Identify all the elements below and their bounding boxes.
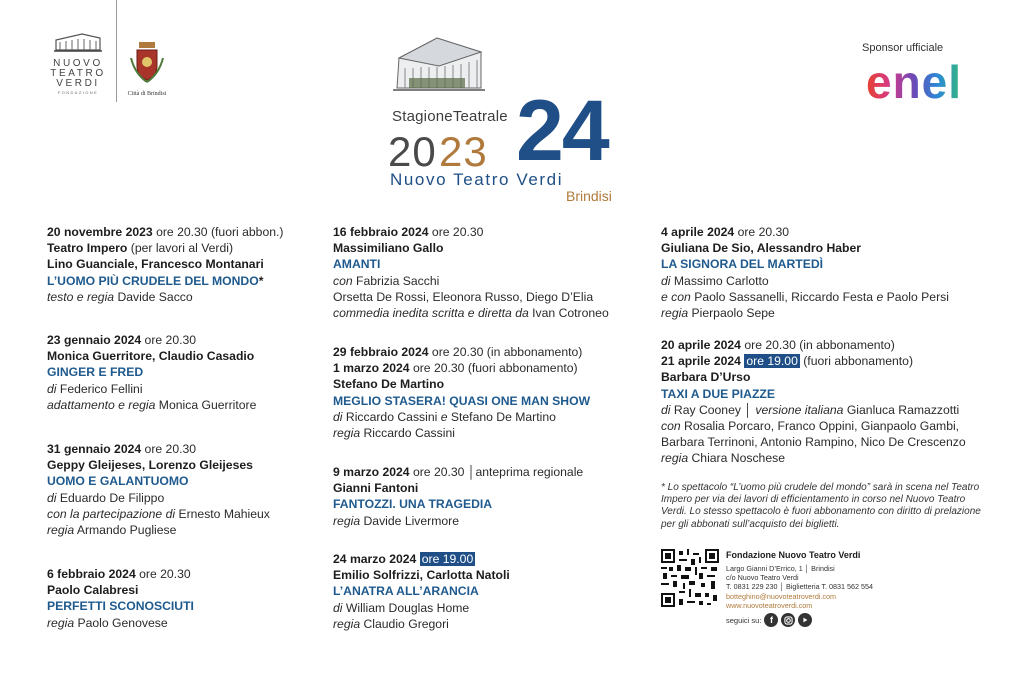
event-time: ore 20.30 xyxy=(135,567,191,581)
event-5 xyxy=(333,224,609,321)
event-date: 31 gennaio 2024 xyxy=(47,442,142,456)
credit-name: Riccardo Cassini xyxy=(342,409,441,424)
event-3 xyxy=(47,441,270,538)
event-cast: Stefano De Martino xyxy=(333,377,445,392)
contact-name: Fondazione Nuovo Teatro Verdi xyxy=(726,550,861,560)
event-9 xyxy=(661,224,949,321)
credit-role: di xyxy=(47,381,57,396)
event-title: PERFETTI SCONOSCIUTI xyxy=(47,599,194,614)
credit-name: Paolo Sassanelli, Riccardo Festa xyxy=(690,289,877,304)
credit-role: regia xyxy=(333,513,361,528)
credit-name: Riccardo Cassini xyxy=(360,426,455,441)
event-title: GINGER E FRED xyxy=(47,365,144,380)
credit-role: con la partecipazione di xyxy=(47,506,176,521)
theatre-building-icon xyxy=(52,30,104,54)
logo-sub: FONDAZIONE xyxy=(57,90,99,95)
credit-name: Armando Pugliese xyxy=(74,523,177,538)
contact-email[interactable]: botteghino@nuovoteatroverdi.com xyxy=(726,591,836,601)
credit-names: Orsetta De Rossi, Eleonora Russo, Diego D’Elia xyxy=(333,289,594,304)
credit-name: Eduardo De Filippo xyxy=(56,490,165,505)
event-4 xyxy=(47,566,194,631)
credit-name: Paolo Persi xyxy=(883,289,949,304)
credit-name: Gianluca Ramazzotti xyxy=(843,402,960,417)
credit-role: di xyxy=(333,600,343,615)
credit-name: Paolo Genovese xyxy=(74,615,168,630)
footnote: * Lo spettacolo “L’uomo più crudele del mondo” sarà in scena nel Teatro Impero per via dei lavori di efficientamento in corso nel Nuovo Teatro Verdi. Lo stesso spettacolo è fuori abbonamento con diritto di prelazione per gli abbonati sull’acquisto dei biglietti. xyxy=(661,482,981,530)
credit-name: Ivan Cotroneo xyxy=(528,306,609,321)
event-cast: Geppy Gleijeses, Lorenzo Gleijeses xyxy=(47,458,253,473)
event-title: L’ANATRA ALL’ARANCIA xyxy=(333,584,479,599)
credit-role: di xyxy=(661,273,671,288)
credit-name: Pierpaolo Sepe xyxy=(688,306,775,321)
event-title: AMANTI xyxy=(333,257,381,272)
season-label: StagioneTeatrale xyxy=(392,108,508,125)
event-2 xyxy=(47,332,256,413)
year-part-2: 23 xyxy=(439,128,488,175)
event-time: ore 20.30 xyxy=(141,442,197,456)
credit-role: regia xyxy=(333,426,361,441)
sponsor-logo xyxy=(866,56,962,108)
instagram-icon[interactable] xyxy=(781,613,795,627)
event-venue-note: (per lavori al Verdi) xyxy=(127,241,234,256)
credit-name: Ray Cooney │ xyxy=(670,402,752,417)
credit-conj: e xyxy=(876,289,884,304)
credit-role: di xyxy=(661,402,671,417)
city-name: Brindisi xyxy=(566,188,612,204)
event-cast: Massimiliano Gallo xyxy=(333,241,444,256)
event-date: 24 marzo 2024 xyxy=(333,552,417,566)
credit-role: di xyxy=(333,409,343,424)
credit-role: regia xyxy=(661,306,689,321)
theatre-illustration-icon xyxy=(389,32,489,96)
credit-role: con xyxy=(661,419,681,434)
credit-name: Stefano De Martino xyxy=(447,409,556,424)
event-time: ore 20.30 xyxy=(141,333,197,347)
event-time: ore 20.30 │anteprima regionale xyxy=(409,465,584,479)
credit-role: regia xyxy=(661,451,689,466)
event-8 xyxy=(333,551,510,632)
event-cast: Paolo Calabresi xyxy=(47,583,139,598)
credit-role: adattamento e regia xyxy=(47,397,156,412)
event-date: 6 febbraio 2024 xyxy=(47,567,136,581)
contact-website[interactable]: www.nuovoteatroverdi.com xyxy=(726,600,813,610)
credit-name: Davide Livermore xyxy=(360,513,460,528)
event-time-2-note: (fuori abbonamento) xyxy=(799,354,913,369)
event-7 xyxy=(333,464,583,529)
year-part-3: 24 xyxy=(516,83,608,179)
credit-role: regia xyxy=(47,615,75,630)
event-title: TAXI A DUE PIAZZE xyxy=(661,386,775,401)
event-6 xyxy=(333,344,590,441)
event-title: L’UOMO PIÙ CRUDELE DEL MONDO xyxy=(47,273,259,288)
event-venue: Teatro Impero xyxy=(47,241,128,256)
year-part-1: 20 xyxy=(388,128,437,175)
credit-role: e con xyxy=(661,289,691,304)
credit-names: Barbara Terrinoni, Antonio Rampino, Nico De Crescenzo xyxy=(661,435,966,450)
credit-role: con xyxy=(333,273,353,288)
event-time-2: ore 20.30 (fuori abbonamento) xyxy=(409,361,578,376)
event-10 xyxy=(661,337,966,467)
event-date: 23 gennaio 2024 xyxy=(47,333,142,347)
credit-role: regia xyxy=(333,616,361,631)
contact-co: c/o Nuovo Teatro Verdi xyxy=(726,573,799,583)
qr-code-icon xyxy=(661,549,719,607)
event-time: ore 20.30 (fuori abbon.) xyxy=(152,225,284,239)
contact-phones: T. 0831 229 230 │ Biglietteria T. 0831 562 554 xyxy=(726,582,874,592)
credit-name: Massimo Carlotto xyxy=(670,273,769,288)
credit-role: regia xyxy=(47,523,75,538)
event-date-2: 1 marzo 2024 xyxy=(333,361,410,376)
credit-name: Davide Sacco xyxy=(114,289,193,304)
event-date: 20 aprile 2024 xyxy=(661,338,741,352)
event-cast: Emilio Solfrizzi, Carlotta Natoli xyxy=(333,568,510,583)
credit-name: Fabrizia Sacchi xyxy=(352,273,440,288)
event-date: 16 febbraio 2024 xyxy=(333,225,429,239)
credit-name: Monica Guerritore xyxy=(155,397,257,412)
credit-role: versione italiana xyxy=(755,402,844,417)
logo-line-3: VERDI xyxy=(56,78,100,89)
event-cast: Giuliana De Sio, Alessandro Haber xyxy=(661,241,862,256)
event-title: FANTOZZI. UNA TRAGEDIA xyxy=(333,497,493,512)
youtube-icon[interactable] xyxy=(798,613,812,627)
event-title: LA SIGNORA DEL MARTEDÌ xyxy=(661,257,824,272)
event-date: 9 marzo 2024 xyxy=(333,465,410,479)
event-cast: Barbara D’Urso xyxy=(661,370,751,385)
event-title: MEGLIO STASERA! QUASI ONE MAN SHOW xyxy=(333,393,591,408)
credit-name: Federico Fellini xyxy=(56,381,143,396)
credit-name: Ernesto Mahieux xyxy=(175,506,270,521)
social-links xyxy=(726,613,812,627)
credit-conj: e xyxy=(440,409,448,424)
event-date: 29 febbraio 2024 xyxy=(333,345,429,359)
footnote-mark: * xyxy=(258,273,264,288)
event-time-highlight: ore 19.00 xyxy=(421,552,474,566)
credit-role: testo e regia xyxy=(47,289,115,304)
sponsor-label: Sponsor ufficiale xyxy=(862,42,944,54)
nuovo-teatro-verdi-logo xyxy=(48,30,108,95)
city-logo-caption: Città di Brindisi xyxy=(127,91,167,97)
event-time: ore 20.30 (in abbonamento) xyxy=(740,338,895,352)
logo-line-1: NUOVO xyxy=(53,58,103,69)
credit-name: Rosalia Porcaro, Franco Oppini, Gianpaolo Gambi, xyxy=(680,419,960,434)
event-date-2: 21 aprile 2024 xyxy=(661,354,741,369)
city-logo xyxy=(124,40,170,97)
contact-address: Largo Gianni D’Errico, 1 │ Brindisi xyxy=(726,564,835,573)
sponsor-name: enel xyxy=(866,56,963,108)
event-time: ore 20.30 (in abbonamento) xyxy=(428,345,583,359)
event-1 xyxy=(47,224,283,305)
theatre-name: Nuovo Teatro Verdi xyxy=(390,170,564,189)
event-time-highlight: ore 19.00 xyxy=(746,354,798,369)
header-divider xyxy=(116,0,117,102)
city-crest-icon xyxy=(129,40,165,84)
event-time: ore 20.30 xyxy=(734,225,790,239)
credit-role: commedia inedita scritta e diretta da xyxy=(333,306,529,321)
social-label: seguici su: xyxy=(726,615,762,625)
credit-name: Chiara Noschese xyxy=(688,451,785,466)
event-cast: Monica Guerritore, Claudio Casadio xyxy=(47,349,255,364)
event-date: 20 novembre 2023 xyxy=(47,225,153,239)
credit-name: Claudio Gregori xyxy=(360,616,449,631)
contact-block xyxy=(726,549,873,610)
credit-role: di xyxy=(47,490,57,505)
event-title: UOMO E GALANTUOMO xyxy=(47,474,189,489)
credit-name: William Douglas Home xyxy=(342,600,470,615)
event-cast: Gianni Fantoni xyxy=(333,481,419,496)
event-cast: Lino Guanciale, Francesco Montanari xyxy=(47,257,264,272)
facebook-icon[interactable]: f xyxy=(764,613,778,627)
event-time: ore 20.30 xyxy=(428,225,484,239)
event-date: 4 aprile 2024 xyxy=(661,225,735,239)
logo-line-2: TEATRO xyxy=(50,68,106,79)
